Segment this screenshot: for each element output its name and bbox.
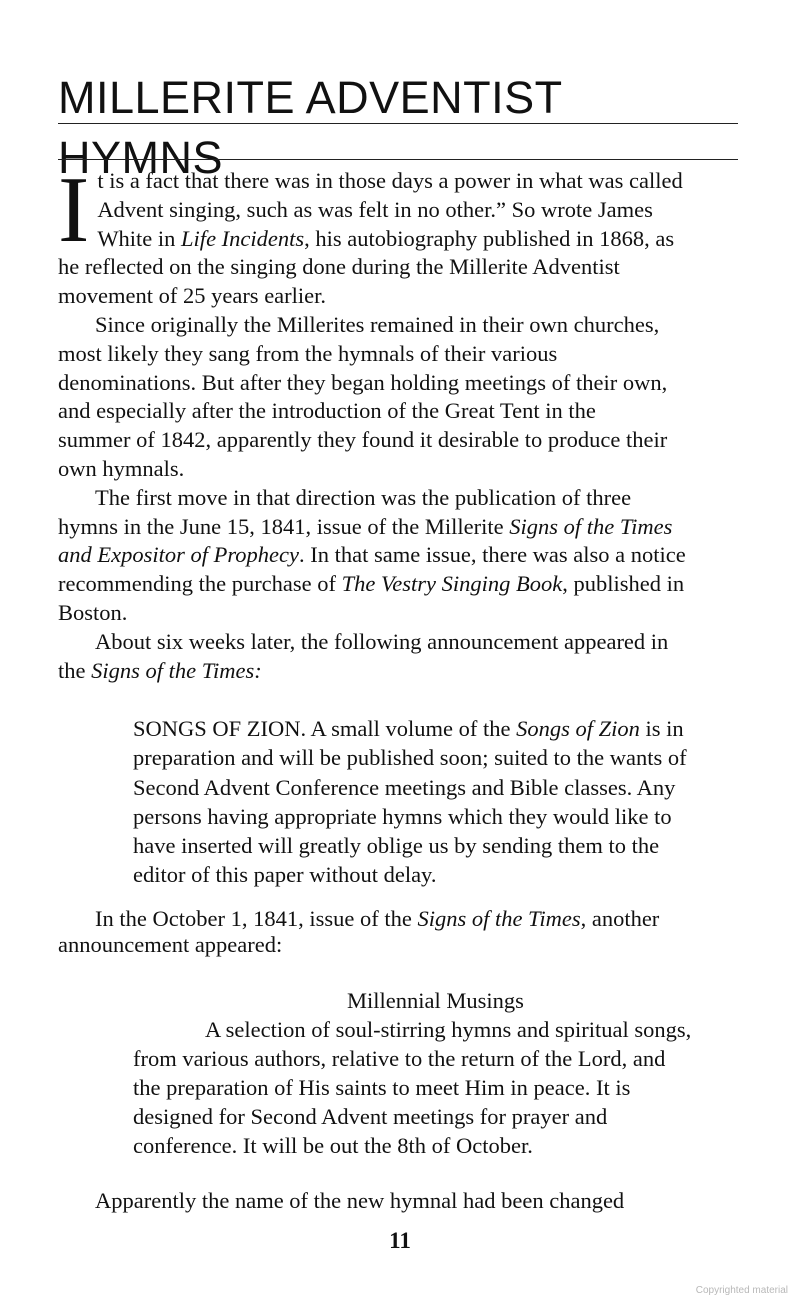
text-line: have inserted will greatly oblige us by sending them to the — [133, 833, 660, 859]
paragraph-1 — [58, 158, 738, 311]
page-number: 11 — [389, 1228, 411, 1253]
periodical-title: Signs of the Times: — [91, 657, 262, 683]
book-title: The Vestry Singing Book — [341, 571, 563, 597]
text-run: , his autobiography published in 1868, as — [304, 225, 675, 251]
text-line: designed for Second Advent meetings for prayer and — [133, 1104, 608, 1129]
text-line: Boston. — [58, 599, 128, 625]
text-line: Since originally the Millerites remained in their own churches, — [95, 311, 660, 337]
drop-cap: I — [58, 158, 90, 262]
book-title: Songs of Zion — [516, 716, 640, 741]
text-line: movement of 25 years earlier. — [58, 283, 327, 309]
text-line: preparation and will be published soon; suited to the wants of — [133, 745, 687, 771]
periodical-title: Signs of the Times — [417, 906, 581, 931]
text-line — [58, 541, 738, 570]
text-line: Apparently the name of the new hymnal had been changed — [95, 1188, 625, 1213]
title-rule — [58, 123, 738, 124]
text-run: , another — [580, 906, 660, 931]
text-line: A selection of soul-stirring hymns and spiritual songs, — [205, 1017, 692, 1042]
text-run: is in — [639, 716, 684, 741]
text-line — [58, 513, 738, 542]
text-run: hymns in the June 15, 1841, issue of the Millerite — [58, 513, 510, 539]
text-line: denominations. But after they began holding meetings of their own, — [58, 369, 668, 395]
text-line: Second Advent Conference meetings and Bible classes. Any — [133, 774, 676, 800]
text-line — [58, 225, 738, 254]
text-line: persons having appropriate hymns which they would like to — [133, 803, 672, 829]
text-run: White in — [97, 225, 182, 251]
copyright-watermark: Copyrighted material — [695, 1285, 788, 1296]
quote-heading: Millennial Musings — [347, 988, 524, 1013]
body-text — [58, 158, 738, 685]
text-line — [58, 570, 738, 599]
paragraph-3 — [58, 484, 738, 628]
paragraph-6 — [58, 1187, 738, 1215]
text-line: Advent singing, such as was felt in no other.” So wrote James — [97, 196, 653, 222]
text-line: the preparation of His saints to meet Him in peace. It is — [133, 1075, 631, 1100]
block-quote-millennial-musings — [58, 986, 738, 1160]
page-title: MILLERITE ADVENTIST HYMNS — [58, 72, 562, 183]
text-line: The first move in that direction was the publication of three — [95, 484, 632, 510]
text-line: and especially after the introduction of the Great Tent in the — [58, 398, 596, 424]
text-line: announcement appeared: — [58, 932, 283, 957]
text-run: . In that same issue, there was also a notice — [299, 542, 686, 568]
text-run: , published in — [562, 571, 685, 597]
text-line — [58, 657, 738, 686]
paragraph-4 — [58, 628, 738, 686]
text-line: own hymnals. — [58, 455, 185, 481]
text-line: summer of 1842, apparently they found it desirable to produce their — [58, 427, 668, 453]
quote-text — [133, 1044, 738, 1160]
text-run: SONGS OF ZION. A small volume of the — [133, 716, 517, 741]
block-quote-songs-of-zion — [58, 714, 738, 890]
periodical-title: and Expositor of Prophecy — [58, 542, 299, 568]
text-run: recommending the purchase of — [58, 571, 342, 597]
text-run: In the October 1, 1841, issue of the — [95, 906, 418, 931]
paragraph-2 — [58, 311, 738, 484]
text-line — [58, 906, 738, 932]
periodical-title: Signs of the Times — [509, 513, 673, 539]
text-line: from various authors, relative to the return of the Lord, and — [133, 1046, 666, 1071]
text-line: conference. It will be out the 8th of October. — [133, 1133, 533, 1158]
book-title: Life Incidents — [181, 225, 305, 251]
text-line: editor of this paper without delay. — [133, 862, 437, 888]
text-run: the — [58, 657, 92, 683]
text-line: most likely they sang from the hymnals of their various — [58, 340, 558, 366]
section-rule — [58, 159, 738, 160]
text-line: About six weeks later, the following announcement appeared in — [95, 628, 669, 654]
quote-text — [133, 714, 738, 890]
text-line: he reflected on the singing done during the Millerite Adventist — [58, 254, 620, 280]
paragraph-5 — [58, 906, 738, 958]
text-line — [133, 714, 738, 743]
text-line: t is a fact that there was in those days a power in what was called — [97, 168, 683, 193]
